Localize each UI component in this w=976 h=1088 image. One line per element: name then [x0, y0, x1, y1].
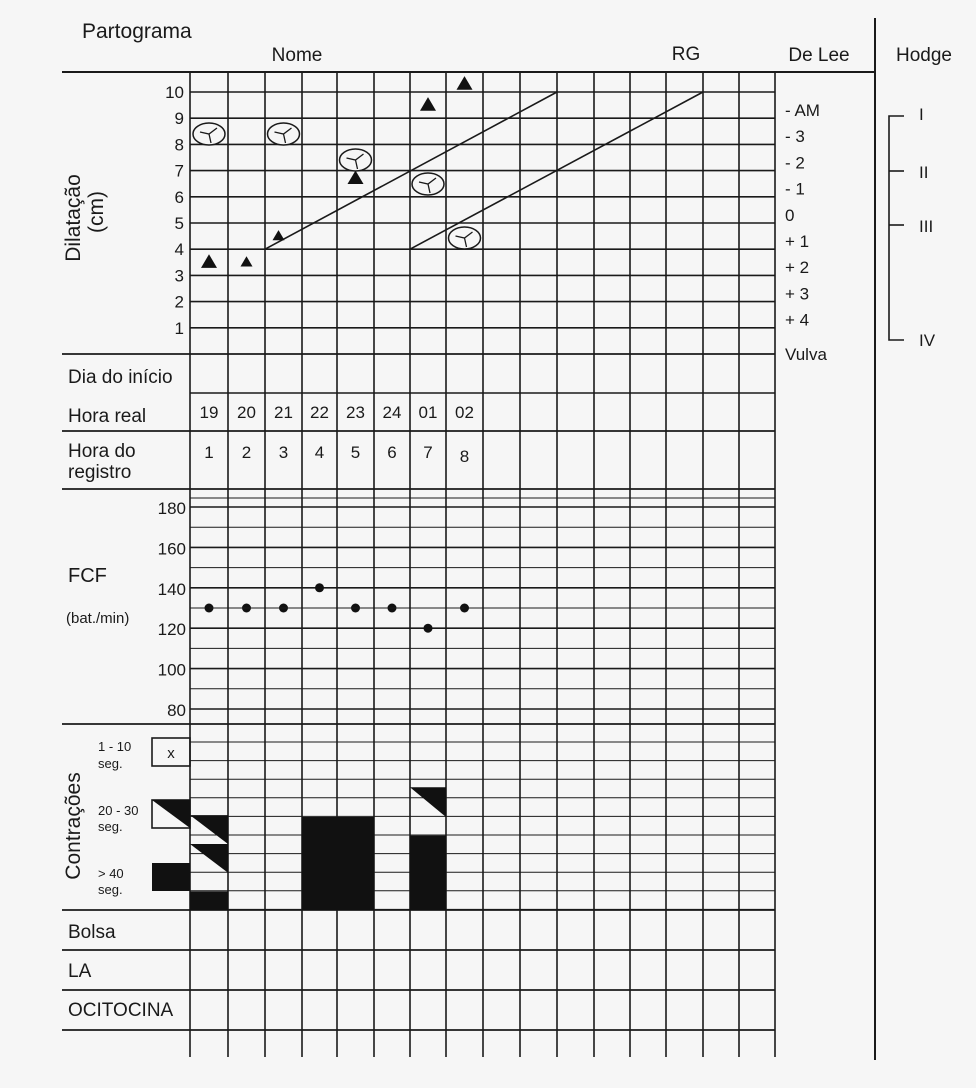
hora-registro-value: 5	[350, 443, 361, 462]
fetal-head-marker	[268, 123, 300, 145]
fcf-tick: 180	[157, 499, 186, 518]
fcf-tick: 120	[157, 620, 186, 640]
contraction-full	[410, 836, 446, 910]
hora-registro-value: 6	[387, 443, 397, 462]
ocitocina-label: OCITOCINA	[68, 1000, 174, 1021]
dilatacao-triangle	[201, 254, 217, 268]
dilatacao-triangle	[457, 76, 473, 90]
hora-real-label: Hora real	[68, 406, 147, 427]
legend-label: 20 - 30	[98, 803, 139, 818]
dilatacao-triangle	[348, 170, 364, 184]
hora-registro-value: 2	[241, 443, 252, 462]
delee-station: 0	[785, 205, 795, 225]
hora-real-value: 23	[346, 403, 365, 422]
legend-half-fill	[152, 800, 190, 828]
legend-x-symbol: x	[167, 745, 175, 762]
dilatacao-tick: 7	[174, 161, 184, 181]
delee-label: De Lee	[788, 45, 850, 66]
hora-registro-value: 8	[459, 447, 470, 466]
dilatacao-triangle	[273, 230, 285, 240]
delee-station: - AM	[785, 101, 820, 120]
hodge-plane: IV	[919, 331, 936, 350]
contraction-half	[410, 787, 446, 817]
hora-registro-value: 1	[204, 443, 214, 462]
fetal-head-marker	[340, 149, 372, 171]
hora-registro-value: 3	[278, 443, 289, 462]
grid	[62, 18, 904, 1060]
delee-station: - 1	[785, 179, 805, 199]
legend-label: seg.	[98, 756, 123, 771]
fetal-head-marker	[449, 227, 481, 249]
dilatacao-triangle	[420, 97, 436, 111]
fcf-tick: 80	[167, 701, 186, 720]
legend-label: seg.	[98, 819, 123, 834]
fcf-tick: 140	[157, 579, 186, 599]
hora-registro-label-2: registro	[68, 462, 132, 483]
dilatacao-tick: 6	[174, 187, 184, 207]
dilatacao-tick: 9	[174, 109, 184, 129]
hodge-plane: III	[919, 217, 934, 236]
dilatacao-tick: 2	[174, 292, 184, 312]
hora-real-value: 02	[455, 403, 474, 422]
dilatacao-tick: 5	[174, 214, 184, 233]
hodge-plane: II	[919, 163, 929, 182]
contracoes-label: Contrações	[62, 772, 85, 880]
fcf-dot	[424, 624, 433, 633]
legend-full-box	[152, 863, 190, 891]
hodge-label: Hodge	[896, 45, 952, 66]
delee-station: + 2	[785, 258, 810, 278]
hora-real-value: 20	[237, 403, 256, 422]
hora-real-value: 19	[199, 403, 219, 422]
hora-registro-value: 4	[314, 443, 325, 462]
nome-label: Nome	[271, 45, 323, 66]
contraction-full	[337, 817, 374, 910]
contraction-full	[190, 891, 228, 910]
legend-label: 1 - 10	[98, 739, 132, 754]
delee-station: + 4	[785, 310, 810, 330]
hodge-plane: I	[919, 105, 924, 124]
delee-station: - 3	[785, 127, 805, 147]
fcf-tick: 160	[157, 539, 186, 559]
fetal-head-marker	[412, 173, 444, 195]
dilatacao-label: Dilatação	[62, 174, 85, 262]
delee-station: + 3	[785, 284, 810, 304]
hora-real-value: 01	[418, 403, 438, 422]
page-title: Partograma	[82, 20, 192, 43]
dilatacao-tick: 3	[174, 266, 184, 286]
legend-label: > 40	[98, 866, 124, 881]
dilatacao-tick: 4	[174, 240, 184, 260]
hora-real-value: 24	[382, 403, 402, 422]
contraction-half	[190, 815, 228, 844]
delee-station: - 2	[785, 153, 805, 173]
dilatacao-triangle	[241, 256, 253, 266]
fcf-tick: 100	[157, 660, 186, 680]
fcf-unit: (bat./min)	[66, 610, 130, 627]
la-label: LA	[68, 961, 92, 982]
delee-station: Vulva	[785, 345, 827, 364]
fetal-head-marker	[193, 123, 225, 145]
dia-inicio-label: Dia do início	[68, 367, 173, 388]
legend-label: seg.	[98, 882, 123, 897]
rg-label: RG	[671, 44, 701, 65]
dilatacao-tick: 1	[174, 318, 184, 338]
contraction-half	[190, 844, 228, 873]
marks	[152, 76, 703, 910]
fcf-dot	[315, 583, 324, 592]
delee-station: + 1	[785, 232, 810, 251]
bolsa-label: Bolsa	[68, 922, 116, 943]
hodge-bracket	[889, 116, 904, 340]
fcf-label: FCF	[68, 565, 107, 587]
dilatacao-tick: 10	[165, 83, 184, 102]
contraction-full	[302, 817, 337, 910]
hora-real-value: 22	[310, 403, 329, 422]
dilatacao-unit: (cm)	[85, 191, 108, 233]
dilatacao-tick: 8	[174, 135, 184, 155]
hora-real-value: 21	[274, 403, 293, 422]
hora-registro-label: Hora do	[68, 441, 136, 462]
hora-registro-value: 7	[423, 443, 433, 462]
